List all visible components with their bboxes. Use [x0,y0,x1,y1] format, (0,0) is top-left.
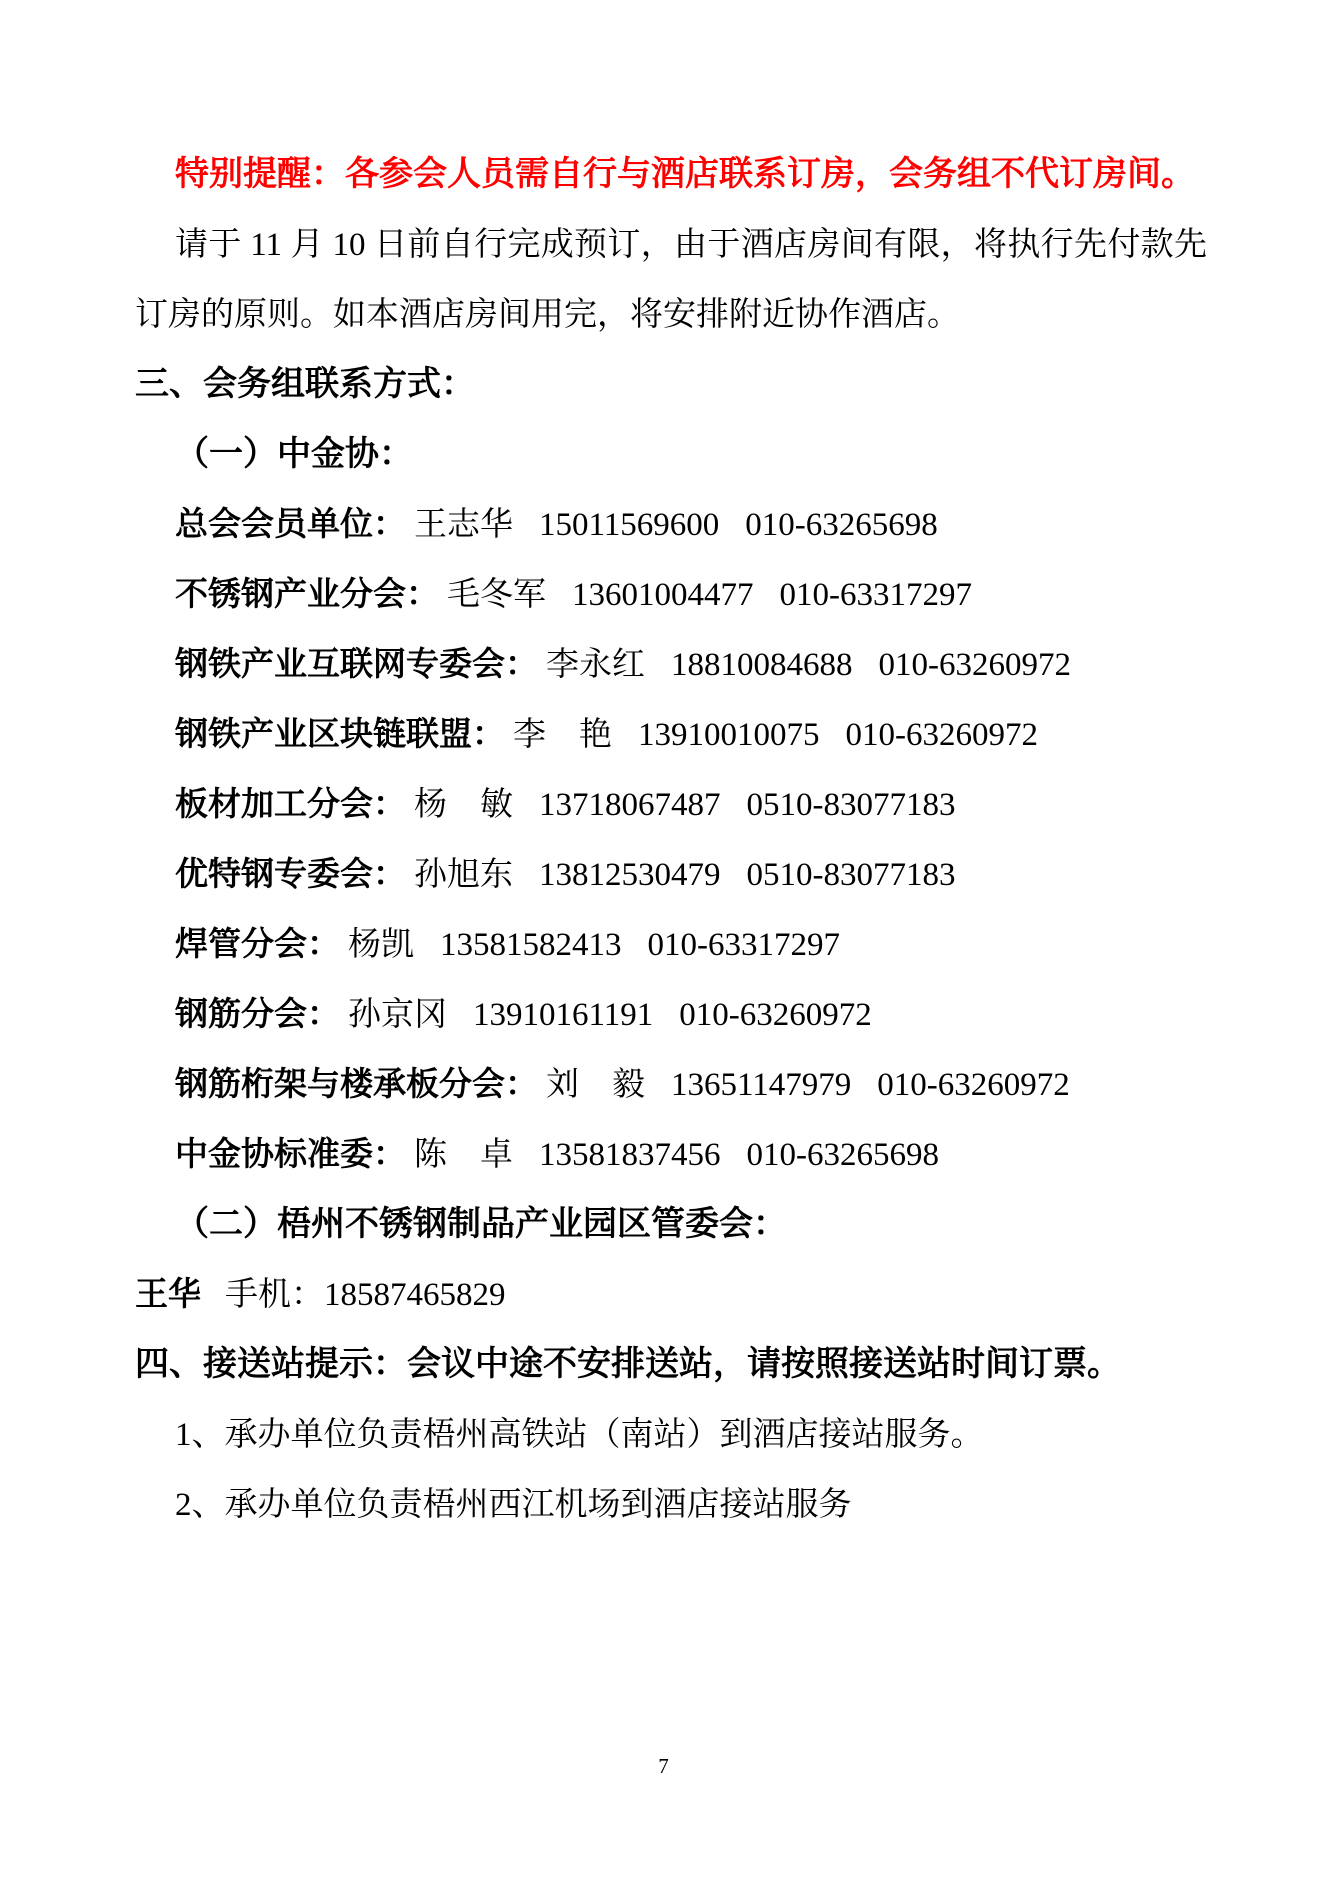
booking-paragraph: 请于 11 月 10 日前自行完成预订，由于酒店房间有限，将执行先付款先订房的原则。如本酒店房间用完，将安排附近协作酒店。 [135,227,1207,333]
contact-mobile-label: 手机： [225,1277,324,1313]
contact-phone: 010-63265698 [746,1137,939,1173]
special-reminder-line [135,140,1207,210]
contact-row [135,560,1207,630]
contact-mobile: 13718067487 [539,787,721,823]
contact-name: 李永红 [546,647,645,683]
contact-mobile: 13581837456 [539,1137,721,1173]
contact-phone: 010-63317297 [647,927,840,963]
contact-mobile: 13581582413 [440,927,622,963]
contact-row [135,1120,1207,1190]
contact-mobile: 18810084688 [671,647,853,683]
contact-row [135,1260,1207,1330]
contact-phone: 010-63260972 [679,997,872,1033]
group2-heading: （二）梧州不锈钢制品产业园区管委会： [175,1206,787,1243]
contact-name: 孙京冈 [348,997,447,1033]
section3-heading: 三、会务组联系方式： [135,366,475,403]
contact-row [135,980,1207,1050]
contact-phone: 010-63260972 [877,1067,1070,1103]
contact-org-label: 钢筋桁架与楼承板分会： [175,1067,538,1103]
contact-org-label: 总会会员单位： [175,507,406,543]
contact-org-label: 优特钢专委会： [175,857,406,893]
contact-name: 王华 [135,1277,201,1313]
contact-mobile: 15011569600 [539,507,720,543]
contact-org-label: 焊管分会： [175,927,340,963]
page-number: 7 [658,1754,669,1778]
group1-heading: （一）中金协： [175,436,413,473]
pickup-item: 1、承办单位负责梧州高铁站（南站）到酒店接站服务。 [175,1417,984,1453]
contact-mobile: 13910010075 [638,717,820,753]
contact-name: 杨 敏 [414,787,513,823]
contact-phone: 0510-83077183 [746,787,956,823]
contact-name: 杨凯 [348,927,414,963]
contact-org-label: 钢筋分会： [175,997,340,1033]
pickup-item: 2、承办单位负责梧州西江机场到酒店接站服务 [175,1487,852,1523]
contact-name: 陈 卓 [414,1137,513,1173]
contact-org-label: 中金协标准委： [175,1137,406,1173]
contact-mobile: 13910161191 [473,997,654,1033]
section4-heading: 四、接送站提示：会议中途不安排送站，请按照接送站时间订票。 [135,1346,1121,1383]
contact-mobile: 13601004477 [572,577,754,613]
contact-mobile: 13812530479 [539,857,721,893]
contact-phone: 010-63260972 [845,717,1038,753]
contact-org-label: 钢铁产业互联网专委会： [175,647,538,683]
contact-phone: 010-63265698 [745,507,938,543]
contact-row [135,1050,1207,1120]
contact-name: 毛冬军 [447,577,546,613]
contact-mobile: 13651147979 [671,1067,852,1103]
contact-row [135,630,1207,700]
contact-name: 王志华 [414,507,513,543]
contact-row [135,700,1207,770]
contact-phone: 0510-83077183 [746,857,956,893]
contact-row [135,770,1207,840]
contact-phone: 010-63317297 [779,577,972,613]
contact-row [135,910,1207,980]
contact-org-label: 钢铁产业区块链联盟： [175,717,505,753]
document-body [135,140,1207,1540]
special-reminder-label: 特别提醒： [175,156,345,193]
contact-mobile: 18587465829 [324,1277,506,1313]
contact-name: 刘 毅 [546,1067,645,1103]
contact-name: 李 艳 [513,717,612,753]
contact-org-label: 不锈钢产业分会： [175,577,439,613]
contact-name: 孙旭东 [414,857,513,893]
contact-row [135,490,1207,560]
contact-phone: 010-63260972 [878,647,1071,683]
special-reminder-text: 各参会人员需自行与酒店联系订房，会务组不代订房间。 [345,156,1195,193]
contact-row [135,840,1207,910]
contact-org-label: 板材加工分会： [175,787,406,823]
